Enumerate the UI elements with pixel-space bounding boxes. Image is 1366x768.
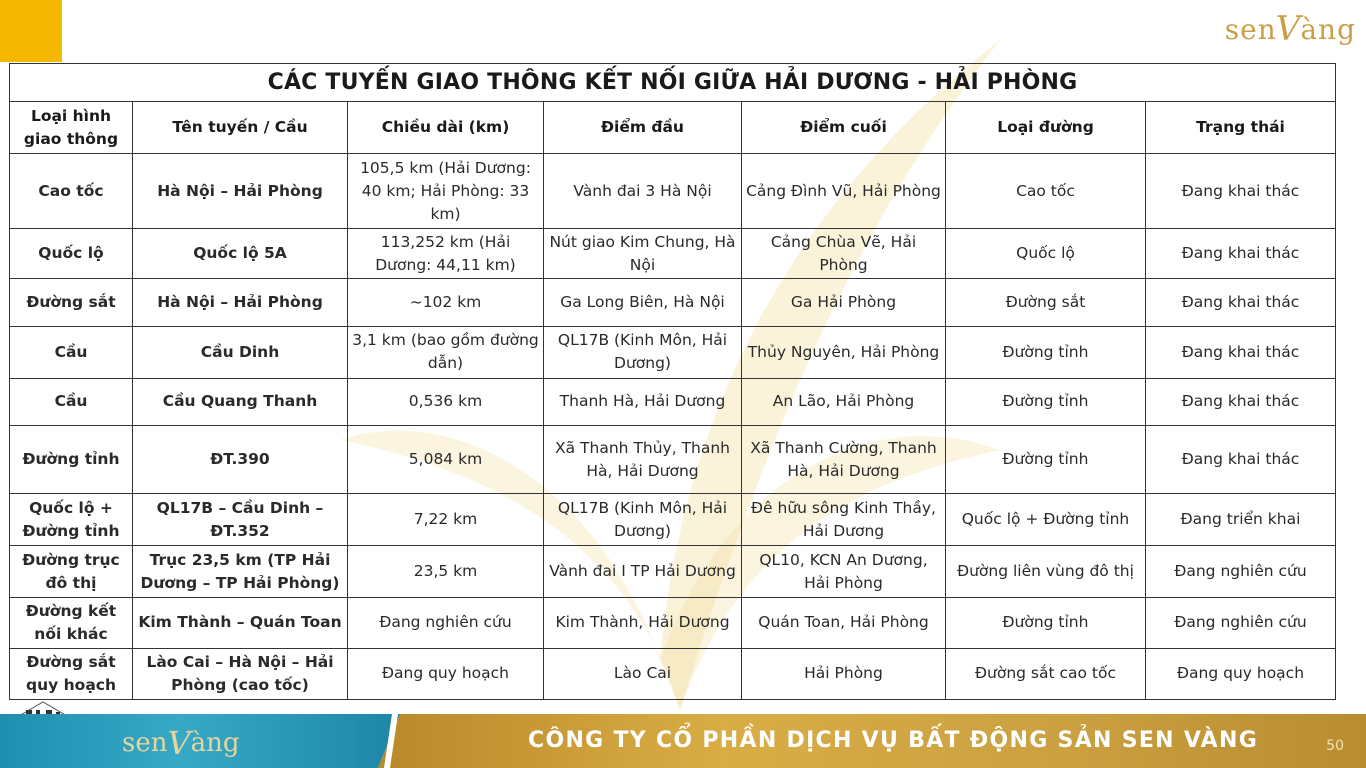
table-cell: Cảng Đình Vũ, Hải Phòng	[742, 154, 946, 229]
table-cell: Ga Hải Phòng	[742, 279, 946, 326]
table-cell: 5,084 km	[348, 425, 544, 493]
table-cell: 7,22 km	[348, 494, 544, 546]
table-cell: Đang khai thác	[1146, 279, 1336, 326]
table-row	[10, 378, 1336, 425]
table-cell: Xã Thanh Cường, Thanh Hà, Hải Dương	[742, 425, 946, 493]
table-cell: Đường tỉnh	[946, 378, 1146, 425]
table-cell: Hà Nội – Hải Phòng	[133, 279, 348, 326]
table-cell: Đường sắt	[10, 279, 133, 326]
table-cell: Đang triển khai	[1146, 494, 1336, 546]
column-header: Loại hình giao thông	[10, 102, 133, 154]
table-cell: 113,252 km (Hải Dương: 44,11 km)	[348, 229, 544, 279]
table-cell: Lào Cai – Hà Nội – Hải Phòng (cao tốc)	[133, 648, 348, 699]
table-cell: Kim Thành, Hải Dương	[544, 597, 742, 648]
table-row	[10, 546, 1336, 597]
table-cell: Đang quy hoạch	[348, 648, 544, 699]
table-row	[10, 279, 1336, 326]
table-cell: Trục 23,5 km (TP Hải Dương – TP Hải Phòng)	[133, 546, 348, 597]
table-cell: Đường tỉnh	[946, 425, 1146, 493]
transport-routes-table	[9, 63, 1336, 700]
table-cell: Đang khai thác	[1146, 425, 1336, 493]
table-cell: 23,5 km	[348, 546, 544, 597]
column-header: Điểm cuối	[742, 102, 946, 154]
column-header: Loại đường	[946, 102, 1146, 154]
table-cell: Quốc lộ	[10, 229, 133, 279]
table-cell: QL17B – Cầu Dinh – ĐT.352	[133, 494, 348, 546]
table-cell: Đang nghiên cứu	[1146, 597, 1336, 648]
table-cell: Đường sắt cao tốc	[946, 648, 1146, 699]
table-row	[10, 229, 1336, 279]
table-title: CÁC TUYẾN GIAO THÔNG KẾT NỐI GIỮA HẢI DƯƠNG - HẢI PHÒNG	[10, 64, 1336, 102]
table-cell: Kim Thành – Quán Toan	[133, 597, 348, 648]
column-header: Tên tuyến / Cầu	[133, 102, 348, 154]
table-cell: QL17B (Kinh Môn, Hải Dương)	[544, 326, 742, 378]
table-cell: Cầu Dinh	[133, 326, 348, 378]
table-cell: Đường sắt quy hoạch	[10, 648, 133, 699]
table-cell: Ga Long Biên, Hà Nội	[544, 279, 742, 326]
table-cell: Đường trục đô thị	[10, 546, 133, 597]
table-cell: Cao tốc	[946, 154, 1146, 229]
table-row	[10, 326, 1336, 378]
table-cell: Đê hữu sông Kinh Thầy, Hải Dương	[742, 494, 946, 546]
table-cell: Cầu	[10, 378, 133, 425]
table-body	[10, 154, 1336, 700]
table-cell: Hải Phòng	[742, 648, 946, 699]
table-cell: Cầu Quang Thanh	[133, 378, 348, 425]
table-cell: Đường tỉnh	[10, 425, 133, 493]
brand-logo-top: sen V àng	[1224, 9, 1356, 49]
table-cell: Đang khai thác	[1146, 229, 1336, 279]
table-cell: Quốc lộ 5A	[133, 229, 348, 279]
table-cell: Đang quy hoạch	[1146, 648, 1336, 699]
table-cell: Cảng Chùa Vẽ, Hải Phòng	[742, 229, 946, 279]
table-cell: 3,1 km (bao gồm đường dẫn)	[348, 326, 544, 378]
company-name: CÔNG TY CỔ PHẦN DỊCH VỤ BẤT ĐỘNG SẢN SEN VÀNG	[528, 728, 1259, 753]
table-row	[10, 154, 1336, 229]
table-header-row	[10, 102, 1336, 154]
table-cell: Đường sắt	[946, 279, 1146, 326]
brand-logo-footer: sen V àng	[122, 724, 240, 762]
table-cell: Cao tốc	[10, 154, 133, 229]
table-cell: Xã Thanh Thủy, Thanh Hà, Hải Dương	[544, 425, 742, 493]
table-cell: Vành đai 3 Hà Nội	[544, 154, 742, 229]
table-cell: 105,5 km (Hải Dương: 40 km; Hải Phòng: 33 km)	[348, 154, 544, 229]
column-header: Điểm đầu	[544, 102, 742, 154]
footer-banner	[0, 714, 1366, 768]
table-cell: Quán Toan, Hải Phòng	[742, 597, 946, 648]
table-cell: Đang nghiên cứu	[1146, 546, 1336, 597]
table-cell: Quốc lộ + Đường tỉnh	[10, 494, 133, 546]
table-cell: 0,536 km	[348, 378, 544, 425]
table-cell: Đang khai thác	[1146, 154, 1336, 229]
table-cell: Quốc lộ	[946, 229, 1146, 279]
table-cell: Nút giao Kim Chung, Hà Nội	[544, 229, 742, 279]
table-row	[10, 494, 1336, 546]
table-cell: Đường tỉnh	[946, 326, 1146, 378]
table-cell: Đang khai thác	[1146, 378, 1336, 425]
table-cell: Đường liên vùng đô thị	[946, 546, 1146, 597]
table-row	[10, 425, 1336, 493]
column-header: Trạng thái	[1146, 102, 1336, 154]
column-header: Chiều dài (km)	[348, 102, 544, 154]
table-cell: Hà Nội – Hải Phòng	[133, 154, 348, 229]
table-cell: QL10, KCN An Dương, Hải Phòng	[742, 546, 946, 597]
table-cell: An Lão, Hải Phòng	[742, 378, 946, 425]
table-cell: Quốc lộ + Đường tỉnh	[946, 494, 1146, 546]
table-cell: Lào Cai	[544, 648, 742, 699]
table-cell: Đường tỉnh	[946, 597, 1146, 648]
table-cell: Đang nghiên cứu	[348, 597, 544, 648]
table-cell: Thủy Nguyên, Hải Phòng	[742, 326, 946, 378]
table-cell: Đang khai thác	[1146, 326, 1336, 378]
table-cell: Cầu	[10, 326, 133, 378]
table-cell: QL17B (Kinh Môn, Hải Dương)	[544, 494, 742, 546]
table-cell: Thanh Hà, Hải Dương	[544, 378, 742, 425]
table-cell: ĐT.390	[133, 425, 348, 493]
corner-accent-block	[0, 0, 62, 62]
table-cell: Đường kết nối khác	[10, 597, 133, 648]
table-cell: Vành đai I TP Hải Dương	[544, 546, 742, 597]
page-number: 50	[1326, 738, 1344, 754]
table-row	[10, 648, 1336, 699]
table-row	[10, 597, 1336, 648]
table-cell: ~102 km	[348, 279, 544, 326]
